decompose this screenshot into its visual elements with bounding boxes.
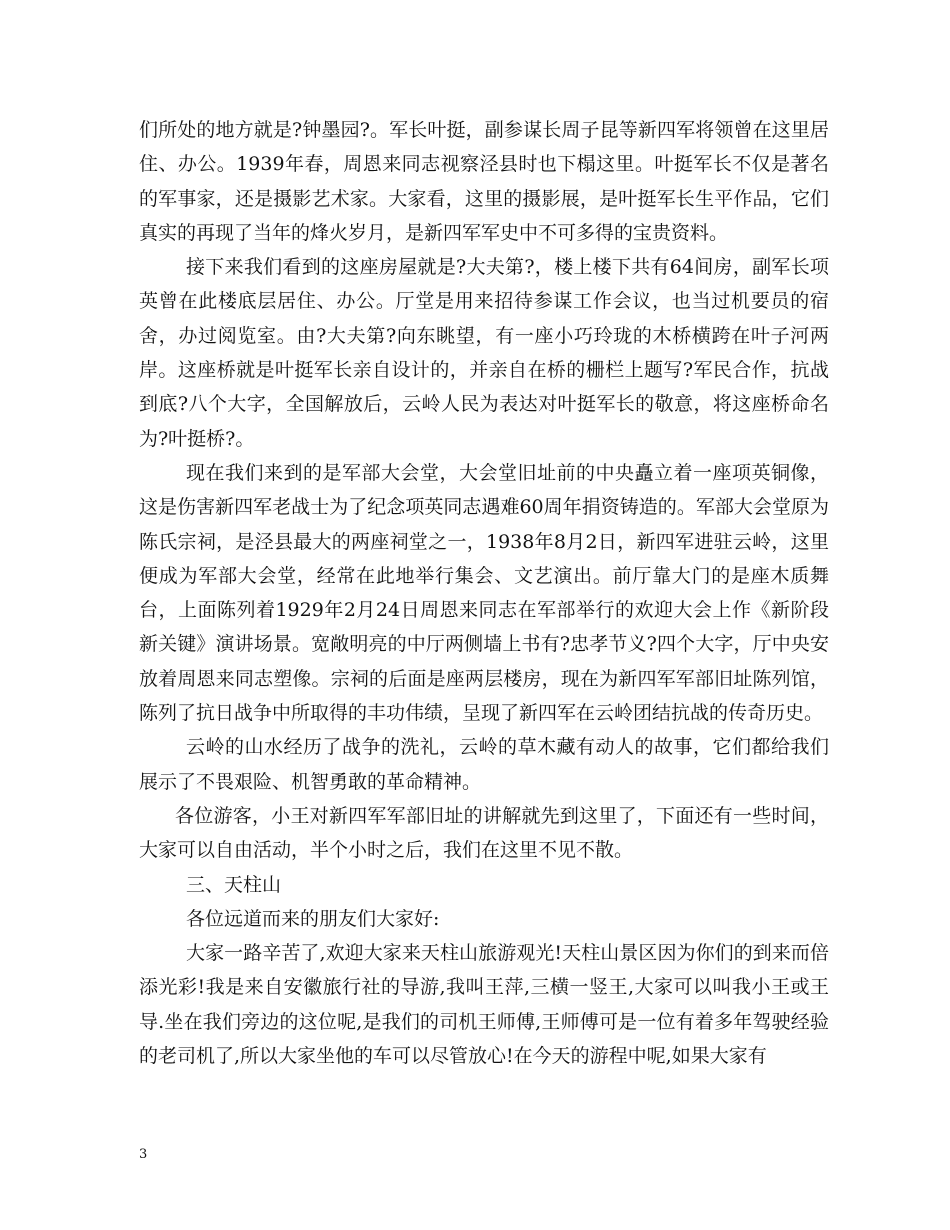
- paragraph-greeting: 各位远道而来的朋友们大家好:: [186, 907, 440, 930]
- paragraph-zhongmo-garden: 们所处的地方就是?钟墨园?。军长叶挺，副参谋长周子昆等新四军将领曾在这里居住、办公。1939年春，周恩来同志视察泾县时也下榻这里。叶挺军长不仅是著名的军事家，还是摄影艺术家。大家看，这里的摄影展，是叶挺军长生平作品，它们真实的再现了当年的烽火岁月，是新四军军史中不可多得的宝贵资料。: [139, 119, 829, 244]
- paragraph-welcome: 大家一路辛苦了,欢迎大家来天柱山旅游观光!天柱山景区因为你们的到来而倍添光彩!我是来自安徽旅行社的导游,我叫王萍,三横一竖王,大家可以叫我小王或王导.坐在我们旁边的这位呢,是我们的司机王师傅,王师傅可是一位有着多年驾驶经验的老司机了,所以大家坐他的车可以尽管放心!在今天的游程中呢,如果大家有: [139, 942, 829, 1068]
- paragraph-yunling-spirit: 云岭的山水经历了战争的洗礼，云岭的草木藏有动人的故事，它们都给我们展示了不畏艰险、机智勇敢的革命精神。: [139, 736, 829, 793]
- document-body: [139, 113, 829, 1073]
- paragraph-assembly-hall: 现在我们来到的是军部大会堂，大会堂旧址前的中央矗立着一座项英铜像，这是伤害新四军老战士为了纪念项英同志遇难60周年捐资铸造的。军部大会堂原为陈氏宗祠，是泾县最大的两座祠堂之一，1938年8月2日，新四军进驻云岭，这里便成为军部大会堂，经常在此地举行集会、文艺演出。前厅靠大门的是座木质舞台，上面陈列着1929年2月24日周恩来同志在军部举行的欢迎大会上作《新阶段新关键》演讲场景。宽敞明亮的中厅两侧墙上书有?忠孝节义?四个大字，厅中央安放着周恩来同志塑像。宗祠的后面是座两层楼房，现在为新四军军部旧址陈列馆，陈列了抗日战争中所取得的丰功伟绩，呈现了新四军在云岭团结抗战的传奇历史。: [139, 461, 829, 725]
- paragraph-dafu-di: 接下来我们看到的这座房屋就是?大夫第?，楼上楼下共有64间房，副军长项英曾在此楼底层居住、办公。厅堂是用来招待参谋工作会议，也当过机要员的宿舍，办过阅览室。由?大夫第?向东眺望，有一座小巧玲珑的木桥横跨在叶子河两岸。这座桥就是叶挺军长亲自设计的，并亲自在桥的栅栏上题写?军民合作，抗战到底?八个大字，全国解放后，云岭人民为表达对叶挺军长的敬意，将这座桥命名为?叶挺桥?。: [139, 256, 829, 450]
- page-number: 3: [139, 1147, 148, 1162]
- section-heading-tianzhu-mountain: 三、天柱山: [186, 873, 282, 896]
- paragraph-tour-closing: 各位游客，小王对新四军军部旧址的讲解就先到这里了，下面还有一些时间，大家可以自由活动，半个小时之后，我们在这里不见不散。: [139, 804, 829, 862]
